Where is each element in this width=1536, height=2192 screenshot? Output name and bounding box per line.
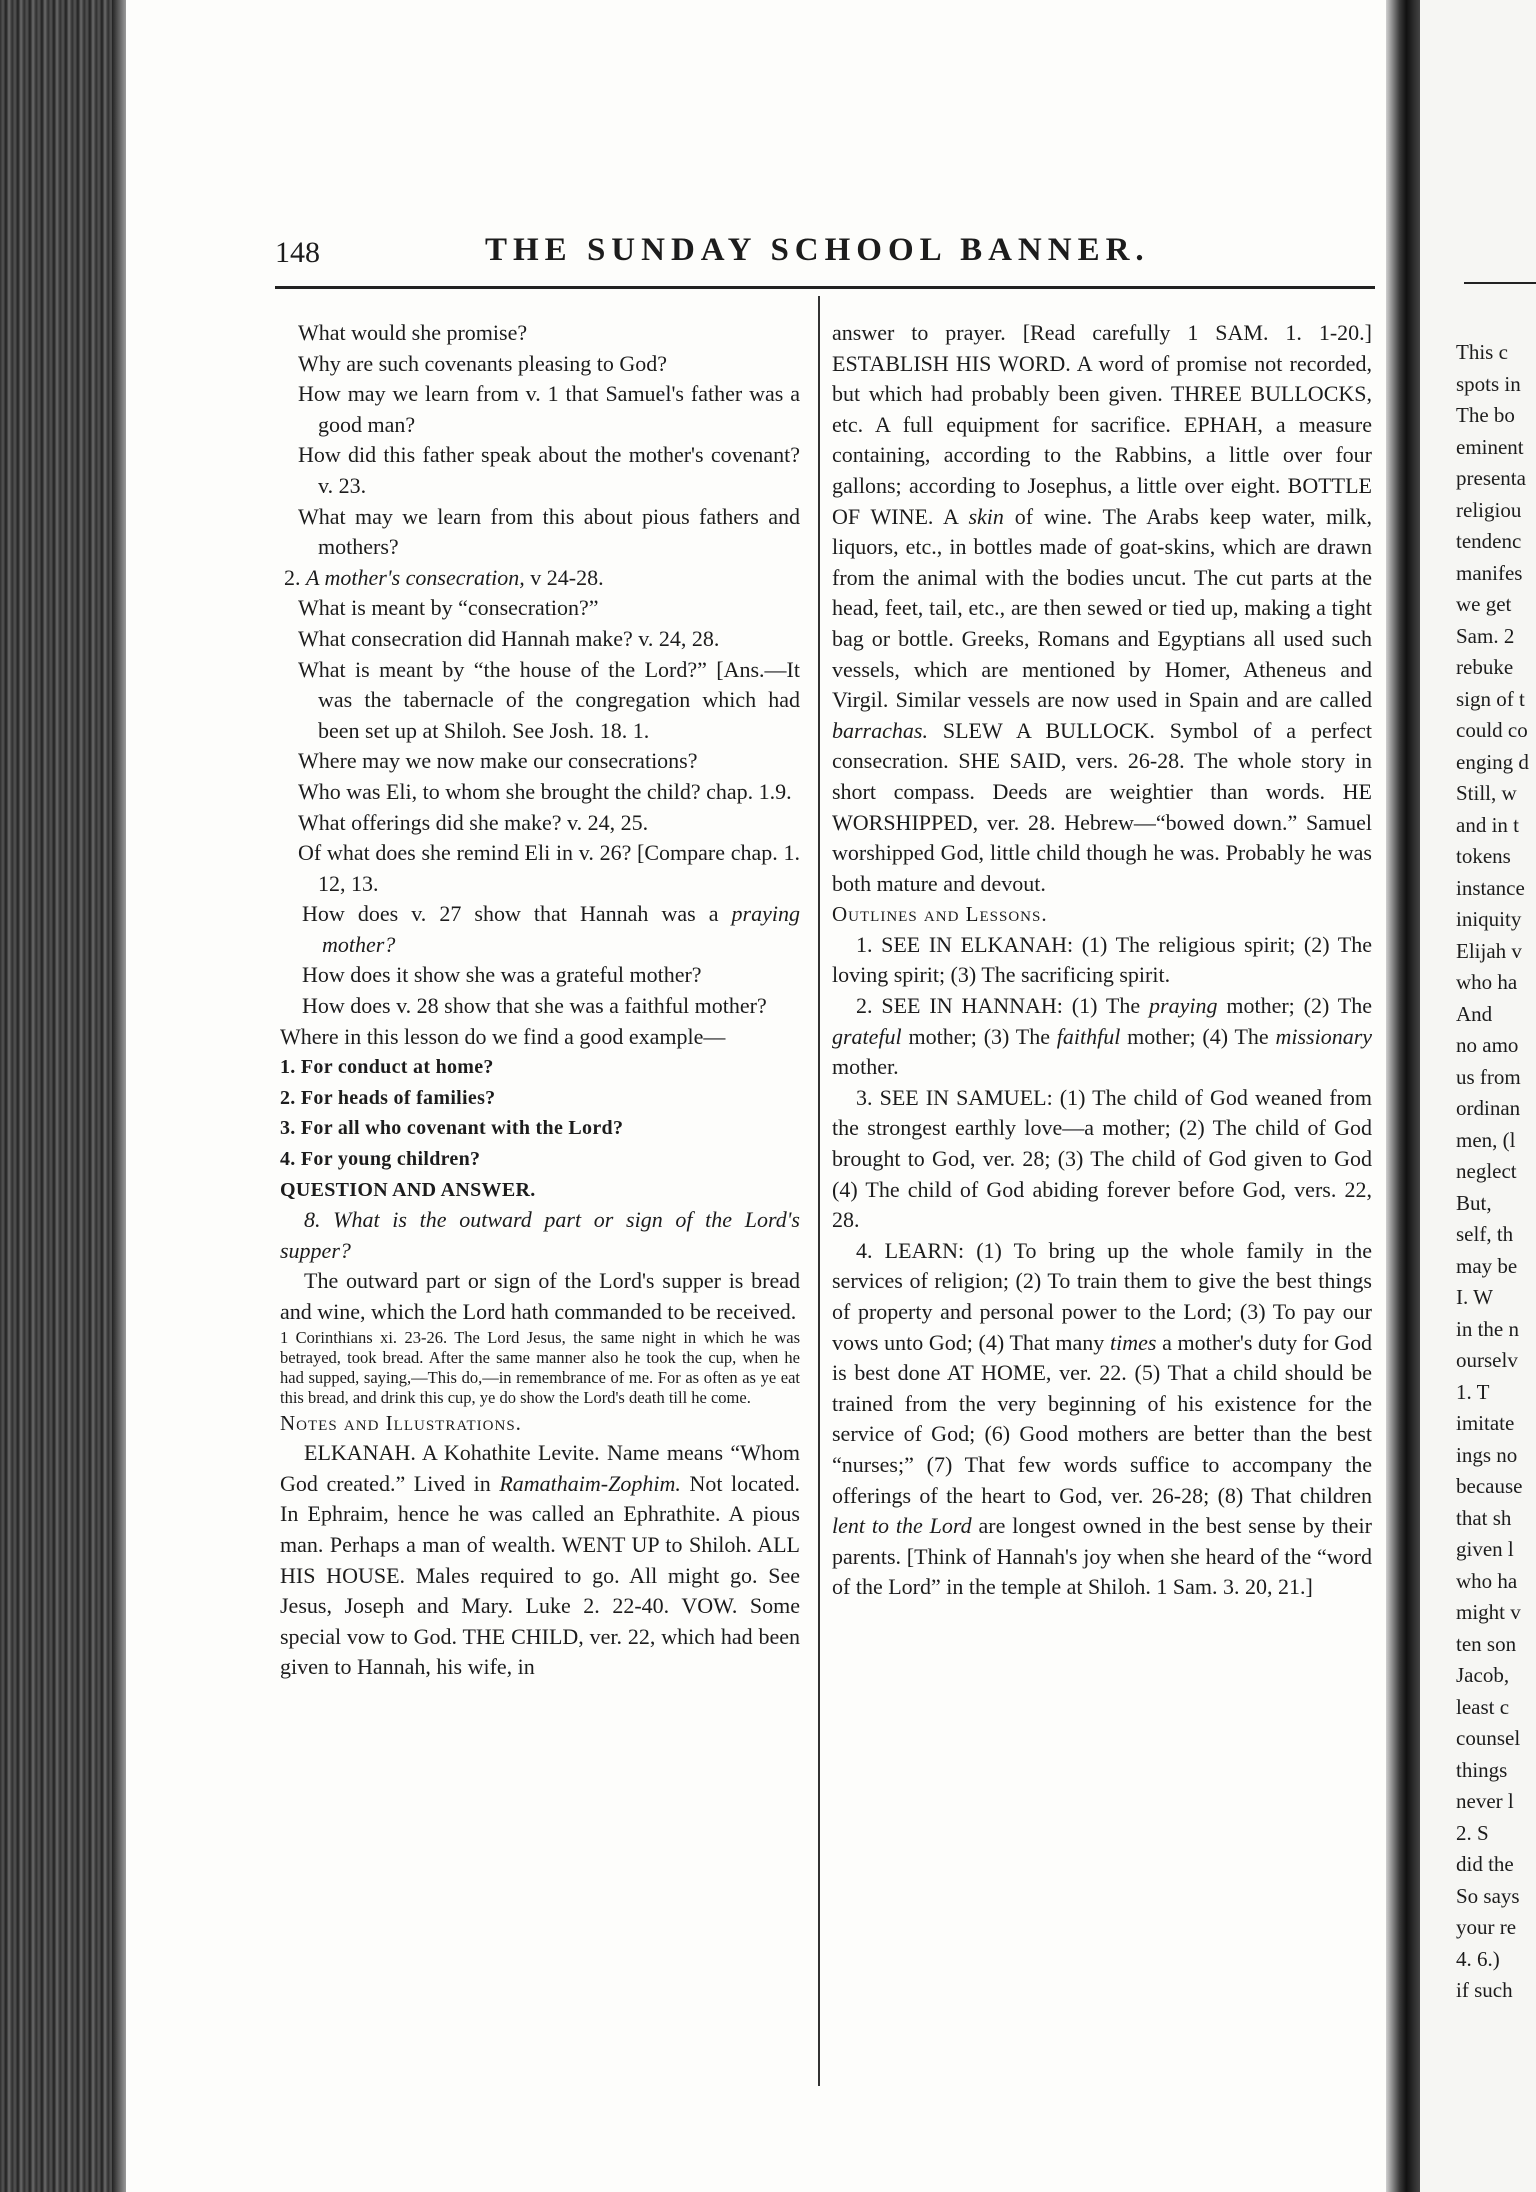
example-item: 3. For all who covenant with the Lord? — [280, 1117, 624, 1140]
facing-page-line: 1. T — [1456, 1379, 1490, 1404]
outline-item: 1. SEE IN ELKANAH: (1) The religious spirit; (2) The loving spirit; (3) The sacrificing spirit. — [832, 931, 1372, 988]
example-intro: Where in this lesson do we find a good example— — [280, 1023, 726, 1049]
facing-page-text — [1456, 340, 1529, 2010]
notes-continued — [832, 318, 1372, 899]
question: Why are such covenants pleasing to God? — [298, 350, 667, 376]
question: Where may we now make our consecrations? — [298, 748, 698, 774]
notes-paragraph — [280, 1438, 800, 1683]
outline-text: mother; (4) The — [1127, 1023, 1269, 1049]
left-column — [280, 318, 800, 1683]
facing-page-line: imitate — [1456, 1411, 1515, 1435]
outline-emphasis: faithful — [1056, 1023, 1121, 1049]
header-rule — [275, 286, 1375, 289]
facing-page-line: no amo — [1456, 1033, 1519, 1057]
facing-page-line: that sh — [1456, 1505, 1512, 1530]
facing-page-line: we get — [1456, 592, 1512, 616]
facing-page-line: enging d — [1456, 749, 1529, 774]
outline-emphasis: lent to the Lord — [832, 1513, 972, 1539]
notes-emphasis: barrachas. — [832, 717, 928, 743]
facing-page-line: ings no — [1456, 1442, 1518, 1467]
facing-page-line: tendenc — [1456, 529, 1522, 553]
example-item: 1. For conduct at home? — [280, 1056, 494, 1079]
outline-emphasis: grateful — [832, 1023, 902, 1049]
running-title: THE SUNDAY SCHOOL BANNER. — [485, 232, 1150, 268]
outline-text: a mother's duty for God is best done AT HOME, ver. 22. (5) That a child should be trained from the very beginning of his existence for the service of God; (6) Good mothers are better than the best “nurses;” (7) That few words suffice to accompany the offerings of the heart to God, ver. 26-28; (8) That children — [832, 1329, 1373, 1508]
book-gutter — [1386, 0, 1420, 2192]
question: What consecration did Hannah make? v. 24, 28. — [298, 625, 720, 651]
facing-page-line: manifes — [1456, 560, 1523, 585]
facing-page — [1420, 0, 1536, 2192]
notes-emphasis: skin — [968, 503, 1004, 529]
facing-page-line: men, (l — [1456, 1127, 1516, 1152]
facing-page-line: Sam. 2 — [1456, 623, 1515, 648]
facing-page-line: religiou — [1456, 497, 1522, 522]
question: Of what does she remind Eli in v. 26? [Compare chap. 1. 12, 13. — [298, 840, 800, 896]
section-ref: v 24-28. — [530, 564, 604, 590]
example-item: 2. For heads of families? — [280, 1086, 496, 1109]
notes-text: ELKANAH. A Kohathite Levite. Name means “Whom God created.” Lived in — [280, 1440, 800, 1496]
facing-page-line: counsel — [1456, 1726, 1521, 1750]
question: How does it show she was a grateful mother? — [302, 962, 702, 988]
facing-page-line: self, th — [1456, 1222, 1514, 1246]
outline-item — [832, 1236, 1372, 1603]
outline-text: mother. — [832, 1054, 899, 1080]
facing-page-line: 2. S — [1456, 1820, 1489, 1845]
facing-page-line: tokens — [1456, 844, 1511, 868]
question-emphasis: praying mother? — [322, 901, 800, 957]
facing-page-line: because — [1456, 1474, 1523, 1498]
facing-page-line: spots in — [1456, 371, 1521, 396]
qa-question — [280, 1205, 800, 1266]
facing-page-line: least c — [1456, 1694, 1510, 1719]
section-title: A mother's consecration, — [306, 564, 525, 590]
notes-text: Not located. In Ephraim, hence he was called an Ephrathite. A pious man. Perhaps a man of wealth. WENT UP to Shiloh. ALL HIS HOUSE. Males required to go. All might go. See Jesus, Joseph and Mary. Luke 2. 22-40. VOW. Some special vow to God. THE CHILD, ver. 22, which had been given to Hannah, his wife, in — [280, 1470, 801, 1680]
facing-page-line: who ha — [1456, 970, 1518, 994]
facing-page-line: ourselv — [1456, 1348, 1518, 1372]
notes-text: SLEW A BULLOCK. Symbol of a perfect consecration. SHE SAID, vers. 26-28. The whole story in short compass. Deeds are weightier than words. HE WORSHIPPED, ver. 28. Hebrew—“bowed down.” Samuel worshipped God, little child though he was. Probably he was both mature and devout. — [832, 717, 1373, 896]
qa-heading: QUESTION AND ANSWER. — [280, 1178, 536, 1201]
outline-emphasis: times — [1109, 1329, 1157, 1355]
facing-page-line: And — [1456, 1001, 1493, 1026]
outline-item: 3. SEE IN SAMUEL: (1) The child of God weaned from the strongest earthly love—a mother; (2) The child of God brought to God, ver. 28; (3) The child of God given to God (4) The child of God abiding forever before God, vers. 22, 28. — [832, 1084, 1372, 1233]
question: How does v. 28 show that she was a faithful mother? — [302, 993, 767, 1019]
facing-page-line: could co — [1456, 718, 1528, 742]
notes-place: Ramathaim-Zophim. — [499, 1470, 681, 1496]
facing-page-line: So says — [1456, 1883, 1520, 1908]
question: What is meant by “consecration?” — [298, 595, 599, 621]
facing-page-line: 4. 6.) — [1456, 1946, 1500, 1971]
section-heading — [280, 563, 800, 594]
facing-page-line: The bo — [1456, 403, 1515, 427]
facing-page-line: This c — [1456, 340, 1508, 364]
question: What offerings did she make? v. 24, 25. — [298, 809, 649, 835]
outline-text: are longest owned in the best sense by their parents. [Think of Hannah's joy when she heard of the “word of the Lord” in the temple at Shiloh. 1 Sam. 3. 20, 21.] — [832, 1513, 1372, 1600]
facing-page-line: things — [1456, 1757, 1508, 1782]
facing-page-line: never l — [1456, 1789, 1514, 1813]
question-text: How does v. 27 show that Hannah was a — [302, 901, 719, 927]
notes-text: of wine. The Arabs keep water, milk, liquors, etc., in bottles made of goat-skins, which are drawn from the animal with the bodies uncut. The cut parts at the head, feet, tail, etc., are then sewed or tied up, making a tight bag or bottle. Greeks, Romans and Egyptians all used such vessels, which are mentioned by Homer, Atheneus and Virgil. Similar vessels are now used in Spain and are called — [832, 503, 1373, 713]
notes-text: answer to prayer. [Read carefully 1 SAM. 1. 1-20.] ESTABLISH HIS WORD. A word of promise not recorded, but which had probably been given. THREE BULLOCKS, etc. A full equipment for sacrifice. EPHAH, a measure containing, according to the Rabbins, a little over four gallons; according to Josephus, a little over eight. BOTTLE OF WINE. A — [832, 320, 1372, 529]
page-number: 148 — [275, 236, 320, 269]
question — [280, 899, 800, 960]
question: How may we learn from v. 1 that Samuel's father was a good man? — [298, 381, 800, 437]
outline-emphasis: missionary — [1275, 1023, 1373, 1049]
facing-page-line: and in t — [1456, 812, 1519, 837]
binding-edge — [112, 0, 126, 2192]
facing-page-line: instance — [1456, 875, 1525, 900]
question: What may we learn from this about pious fathers and mothers? — [298, 503, 800, 560]
facing-page-line: Jacob, — [1456, 1663, 1510, 1687]
outline-emphasis: praying — [1149, 993, 1218, 1019]
page-header — [275, 232, 1385, 280]
notes-heading: Notes and Illustrations. — [280, 1410, 522, 1435]
book-binding — [0, 0, 120, 2192]
facing-page-line: may be — [1456, 1253, 1518, 1278]
question: What is meant by “the house of the Lord?” [Ans.—It was the tabernacle of the congregation which had been set up at Shiloh. See Josh. 18. 1. — [298, 656, 800, 743]
facing-page-line: if such — [1456, 1978, 1513, 2002]
facing-page-line: might v — [1456, 1600, 1521, 1624]
qa-scripture: 1 Corinthians xi. 23-26. The Lord Jesus, the same night in which he was betrayed, took bread. After the same manner also he took the cup, when he had supped, saying,—This do,—in remembrance of me. For as often as ye eat this bread, and drink this cup, ye do show the Lord's death till he come. — [280, 1327, 800, 1407]
facing-page-line: in the n — [1456, 1316, 1519, 1341]
outline-item — [832, 991, 1372, 1083]
facing-page-line: Elijah v — [1456, 938, 1522, 963]
facing-page-line: did the — [1456, 1852, 1514, 1876]
facing-page-line: ordinan — [1456, 1096, 1521, 1120]
facing-page-rule — [1464, 282, 1536, 284]
facing-page-line: But, — [1456, 1190, 1492, 1215]
qa-question-text: 8. What is the outward part or sign of the Lord's supper? — [280, 1207, 800, 1263]
facing-page-line: Still, w — [1456, 781, 1517, 805]
question: What would she promise? — [298, 320, 528, 345]
facing-page-line: rebuke — [1456, 655, 1514, 679]
outline-text: 4. LEARN: (1) To bring up the whole family in the services of religion; (2) To train them to give the best things of property and personal power to the Lord; (3) To pay our vows unto God; (4) That many — [832, 1237, 1372, 1355]
facing-page-line: us from — [1456, 1064, 1521, 1089]
facing-page-line: ten son — [1456, 1631, 1517, 1656]
facing-page-line: sign of t — [1456, 686, 1525, 711]
question: Who was Eli, to whom she brought the child? chap. 1.9. — [298, 778, 792, 804]
facing-page-line: presenta — [1456, 466, 1526, 490]
question: How did this father speak about the mother's covenant? v. 23. — [298, 442, 800, 498]
facing-page-line: eminent — [1456, 434, 1524, 459]
example-item: 4. For young children? — [280, 1148, 481, 1171]
outline-text: mother; (3) The — [908, 1023, 1050, 1049]
outlines-heading: Outlines and Lessons. — [832, 902, 1048, 927]
right-column — [832, 318, 1372, 1603]
outline-text: mother; (2) The — [1226, 993, 1373, 1019]
facing-page-line: iniquity — [1456, 907, 1522, 931]
qa-answer: The outward part or sign of the Lord's supper is bread and wine, which the Lord hath commanded to be received. — [280, 1268, 800, 1324]
facing-page-line: who ha — [1456, 1568, 1518, 1593]
outline-text: 2. SEE IN HANNAH: (1) The — [856, 993, 1141, 1019]
facing-page-line: your re — [1456, 1915, 1517, 1939]
facing-page-line: given l — [1456, 1537, 1514, 1561]
facing-page-line: neglect — [1456, 1159, 1517, 1183]
column-divider — [818, 296, 820, 2086]
facing-page-line: I. W — [1456, 1285, 1493, 1309]
section-number: 2. — [284, 564, 301, 590]
